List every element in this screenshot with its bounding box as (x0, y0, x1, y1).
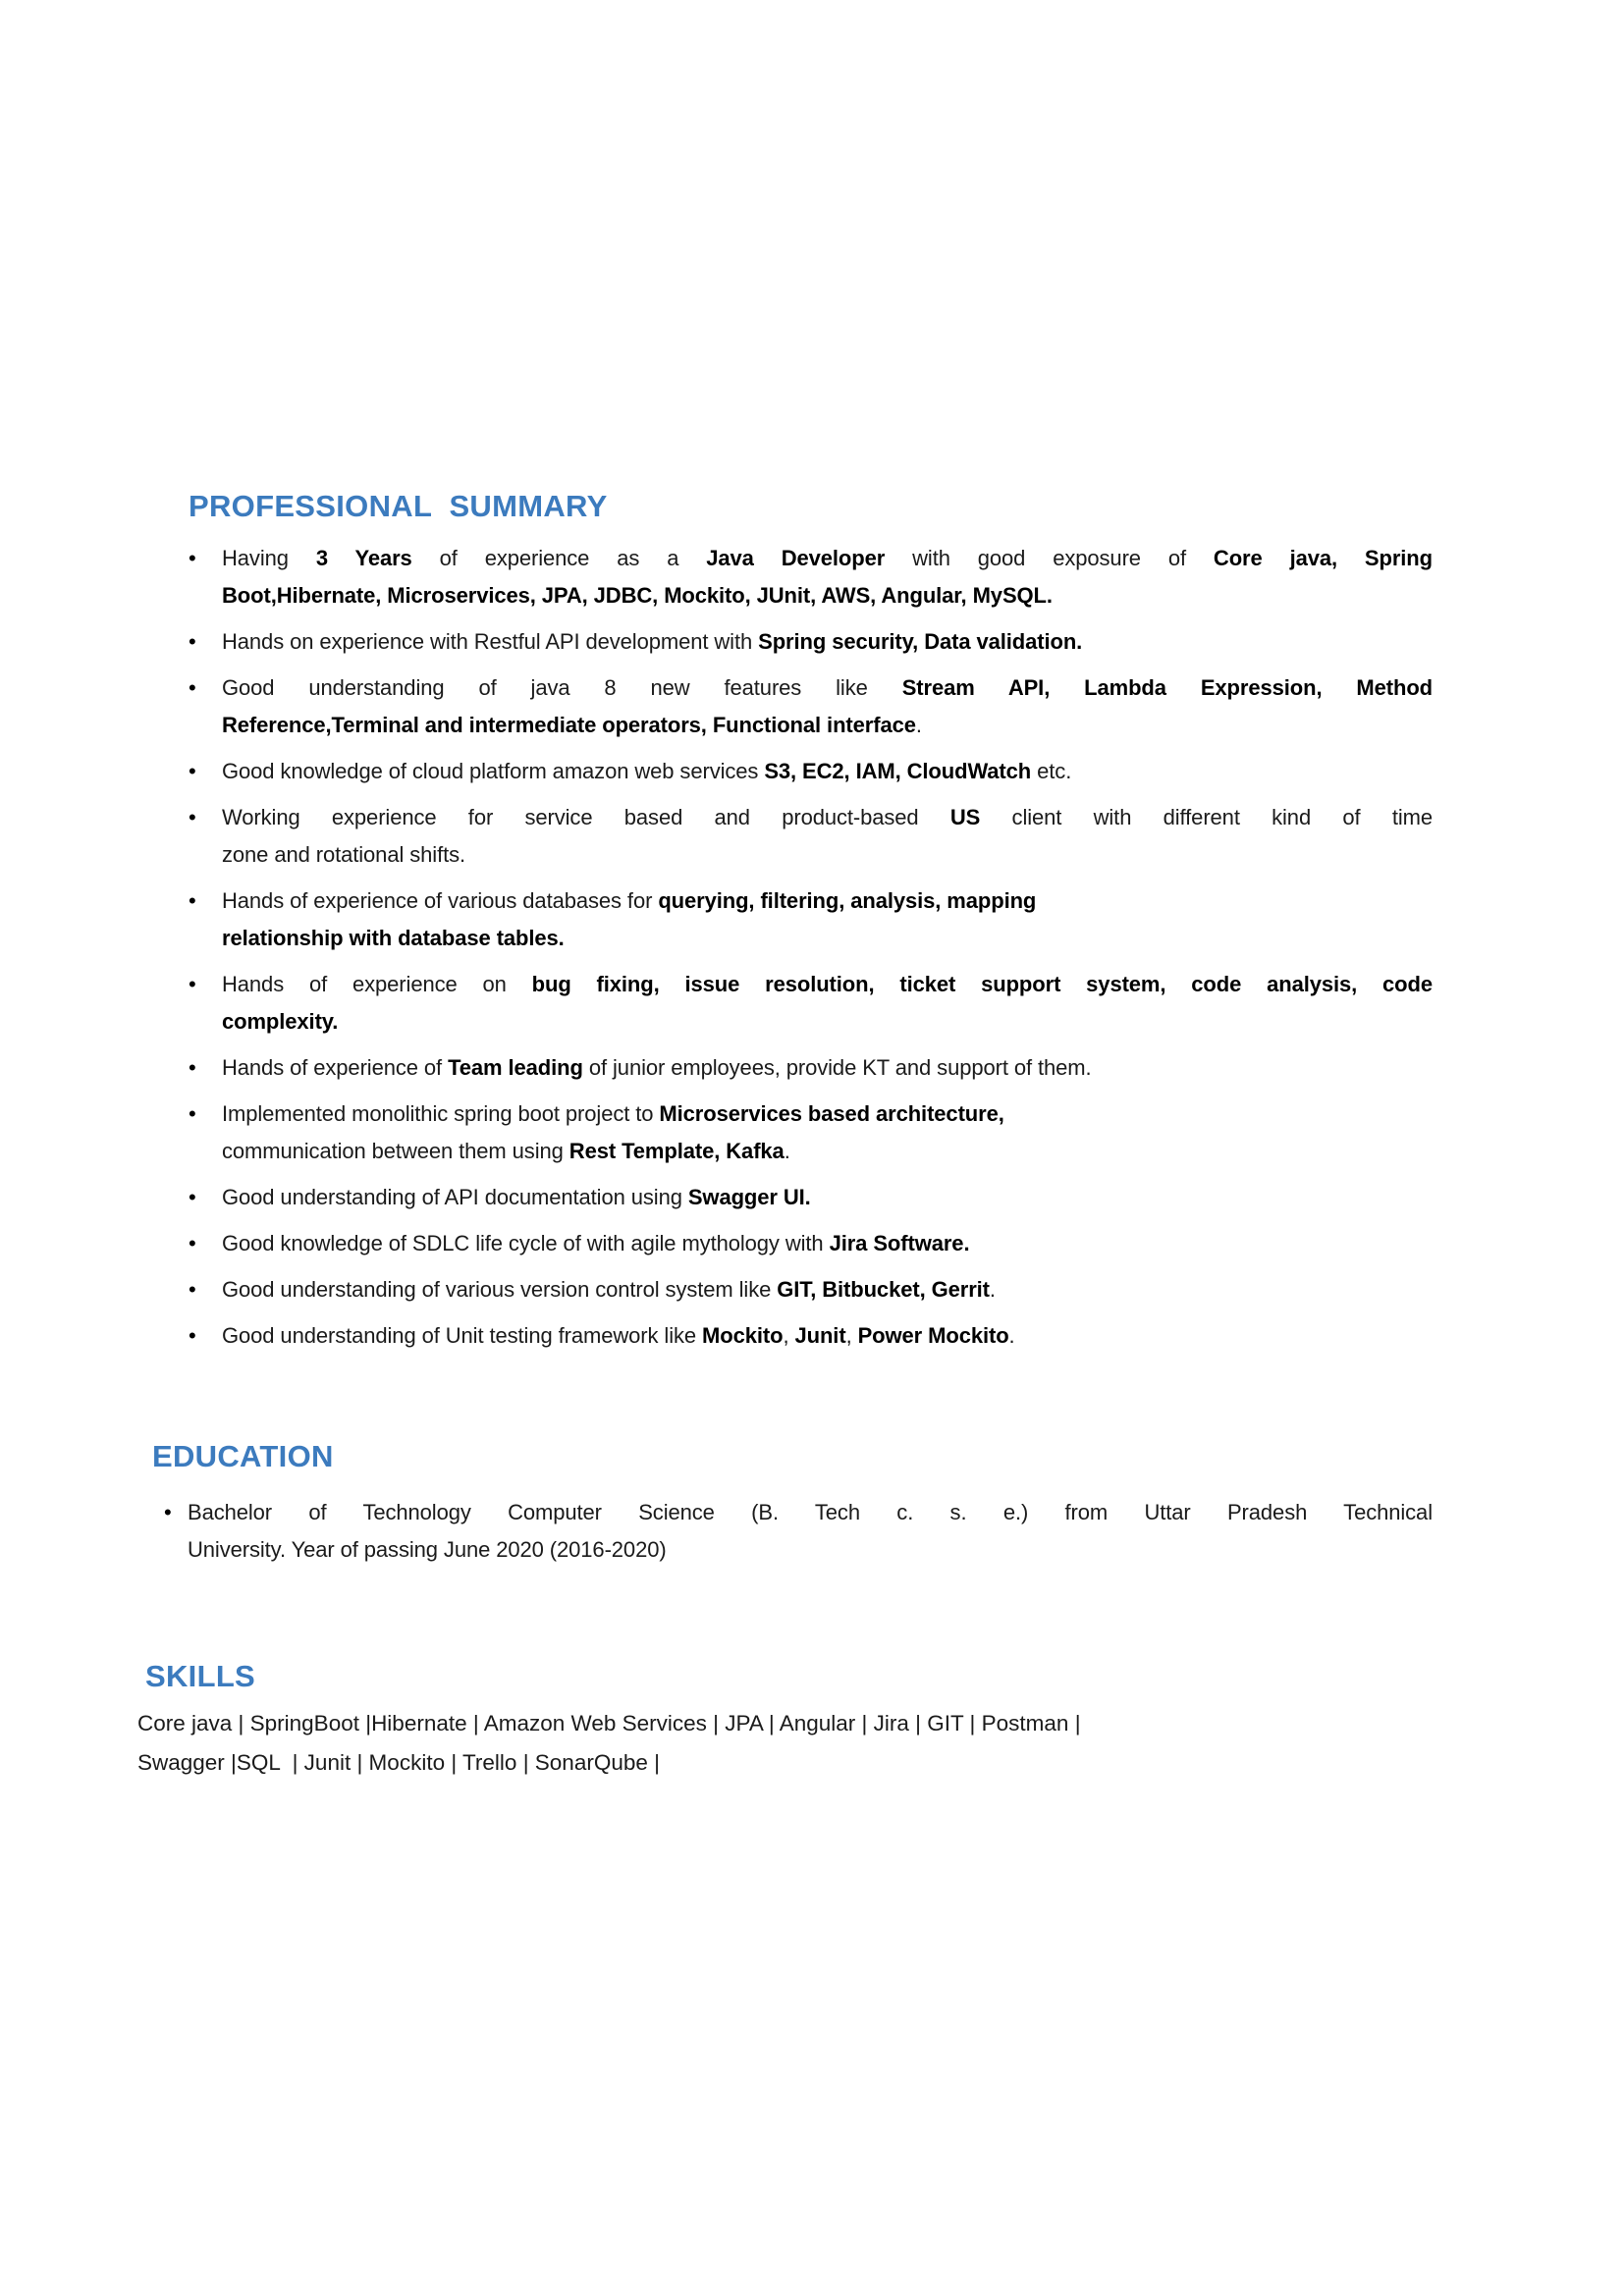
bullet-dot-icon: • (189, 972, 196, 996)
bullet-dot-icon: • (189, 546, 196, 570)
bullet-text: Hands of experience of Team leading of junior employees, provide KT and support of them. (222, 1055, 1092, 1080)
bullet-dot-icon: • (189, 1277, 196, 1302)
bullet-item (189, 882, 1433, 957)
bullet-dot-icon: • (189, 1101, 196, 1126)
bullet-item (189, 966, 1433, 1041)
bullet-item (189, 1095, 1433, 1170)
bullet-item (189, 1049, 1433, 1087)
bullet-dot-icon: • (189, 1323, 196, 1348)
bullet-item (189, 540, 1433, 614)
professional-summary-heading: PROFESSIONAL SUMMARY (189, 489, 608, 523)
bullet-dot-icon: • (189, 759, 196, 783)
bullet-dot-icon: • (189, 675, 196, 700)
bullet-item (189, 623, 1433, 661)
bullet-item (164, 1494, 1433, 1569)
bullet-item (189, 1271, 1433, 1308)
bullet-text: Good understanding of Unit testing framework like Mockito, Junit, Power Mockito. (222, 1323, 1015, 1348)
skills-heading: SKILLS (145, 1659, 256, 1693)
bullet-text: Hands on experience with Restful API development with Spring security, Data validation. (222, 629, 1083, 654)
bullet-item (189, 1179, 1433, 1216)
education-heading: EDUCATION (152, 1439, 334, 1473)
bullet-text: Good understanding of API documentation using Swagger UI. (222, 1185, 811, 1209)
bullet-item (189, 1317, 1433, 1355)
section-education (137, 1439, 1433, 1569)
skills-text-line: Core java | SpringBoot |Hibernate | Amazon Web Services | JPA | Angular | Jira | GIT | Postman | (137, 1711, 1081, 1735)
bullet-text: Good knowledge of SDLC life cycle of with agile mythology with Jira Software. (222, 1231, 970, 1255)
bullet-dot-icon: • (189, 888, 196, 913)
bullet-dot-icon: • (189, 1055, 196, 1080)
bullet-item (189, 1225, 1433, 1262)
bullet-dot-icon: • (189, 629, 196, 654)
bullet-item (189, 669, 1433, 744)
bullet-item (189, 753, 1433, 790)
summary-bullet-list (137, 540, 1433, 1355)
section-skills (137, 1659, 1433, 1783)
bullet-text: Hands of experience of various databases for querying, filtering, analysis, mapping relationship with database tables. (222, 888, 1037, 950)
education-bullet-list (137, 1494, 1433, 1569)
bullet-text: Having 3 Years of experience as a Java Developer with good exposure of Core java, Spring Boot,Hibernate, Microservices, JPA, JDBC, Mockito, JUnit, AWS, Angular, MySQL. (222, 546, 1433, 608)
bullet-item (189, 799, 1433, 874)
bullet-dot-icon: • (189, 805, 196, 829)
bullet-text: Bachelor of Technology Computer Science (B. Tech c. s. e.) from Uttar Pradesh Technical University. Year of passing June 2020 (2016-2020) (188, 1500, 1433, 1562)
section-professional-summary (137, 489, 1433, 1355)
bullet-text: Working experience for service based and product-based US client with different kind of time zone and rotational shifts. (222, 805, 1433, 867)
bullet-dot-icon: • (164, 1500, 172, 1524)
bullet-text: Good understanding of various version control system like GIT, Bitbucket, Gerrit. (222, 1277, 996, 1302)
bullet-text: Good knowledge of cloud platform amazon web services S3, EC2, IAM, CloudWatch etc. (222, 759, 1072, 783)
bullet-dot-icon: • (189, 1185, 196, 1209)
bullet-text: Good understanding of java 8 new features like Stream API, Lambda Expression, Method Reference,Terminal and intermediate operators, Functional interface. (222, 675, 1433, 737)
skills-text-line: Swagger |SQL | Junit | Mockito | Trello | SonarQube | (137, 1750, 660, 1775)
bullet-dot-icon: • (189, 1231, 196, 1255)
bullet-text: Hands of experience on bug fixing, issue resolution, ticket support system, code analysis, code complexity. (222, 972, 1433, 1034)
bullet-text: Implemented monolithic spring boot project to Microservices based architecture, communication between them using Rest Template, Kafka. (222, 1101, 1004, 1163)
